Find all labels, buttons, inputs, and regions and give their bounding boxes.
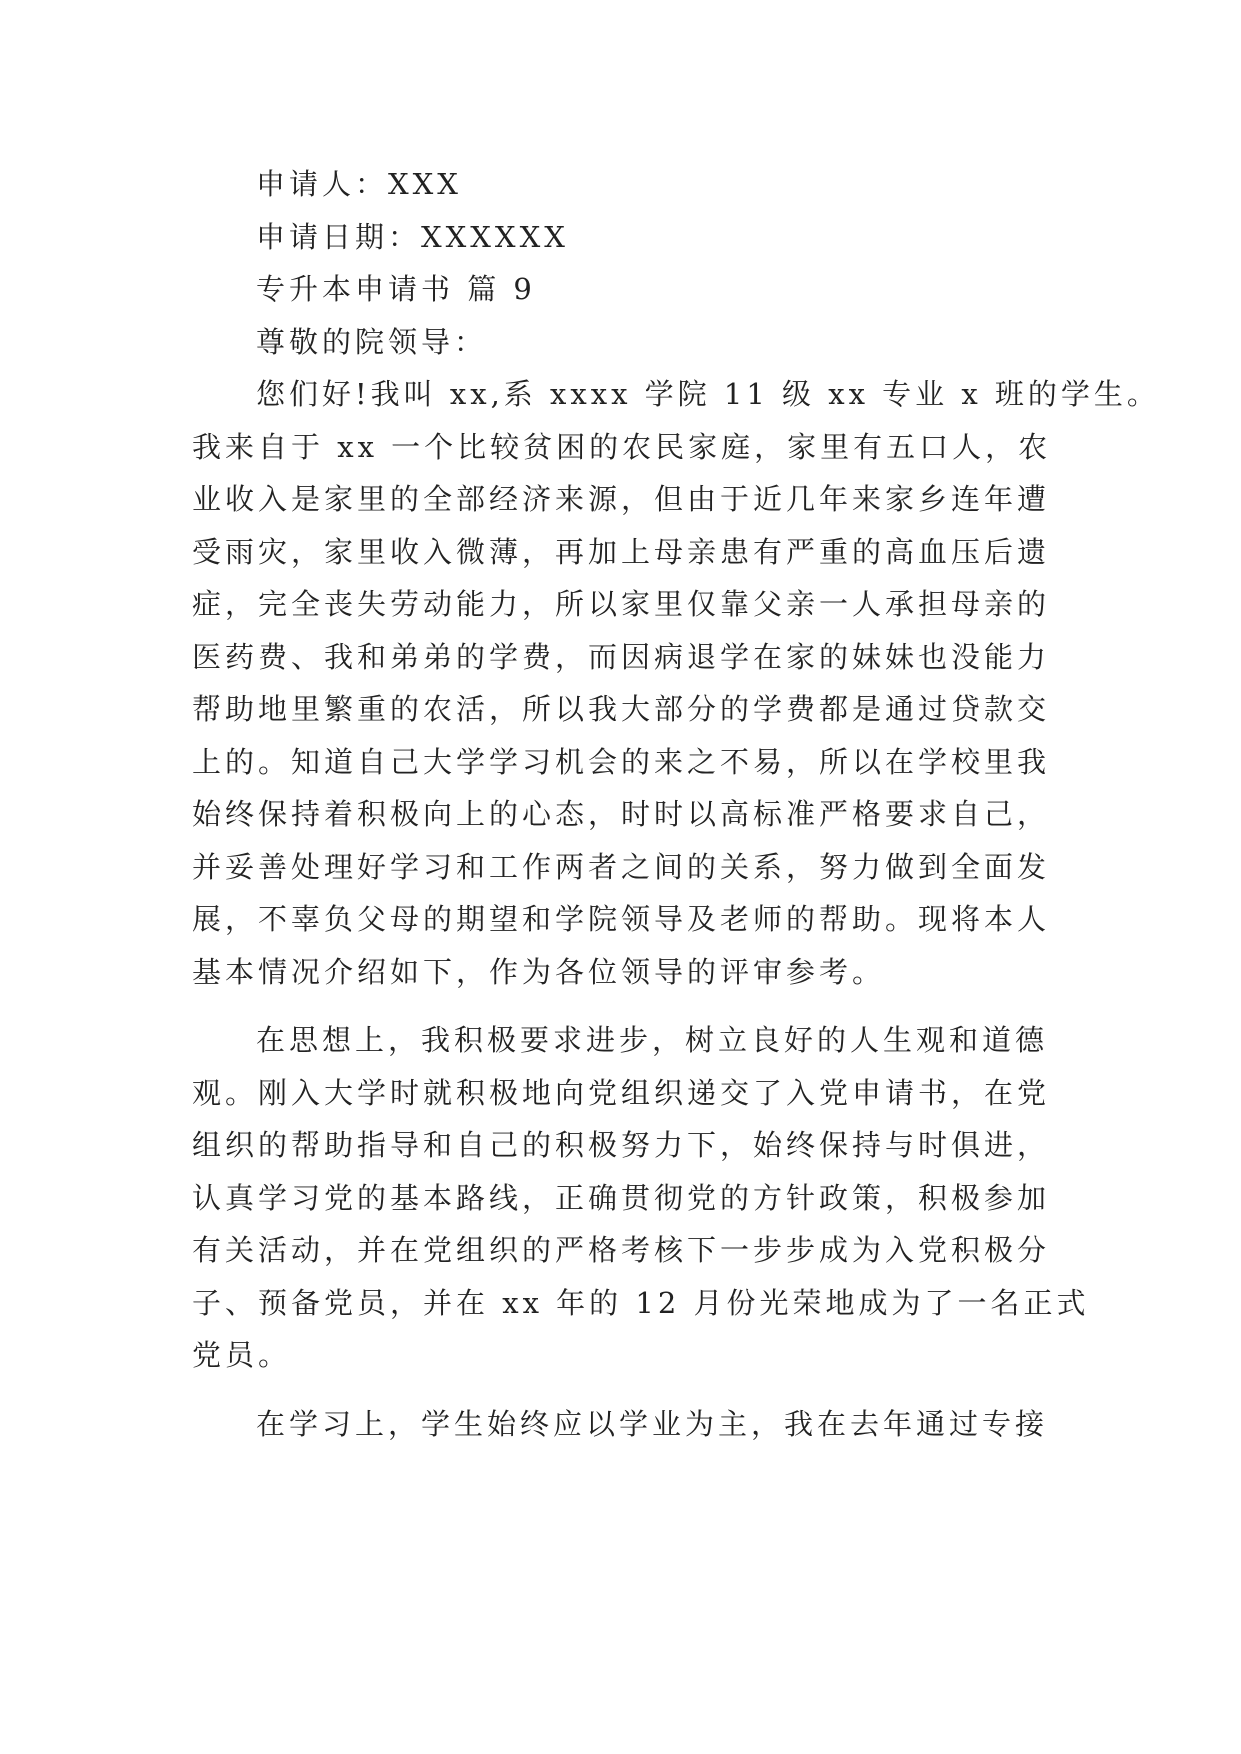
paragraph-line: 展，不辜负父母的期望和学院领导及老师的帮助。现将本人: [192, 902, 1051, 936]
paragraph-line: 并妥善处理好学习和工作两者之间的关系，努力做到全面发: [192, 849, 1051, 884]
applicant-line: 申请人：XXX: [256, 167, 462, 201]
paragraph-line: 在学习上，学生始终应以学业为主，我在去年通过专接: [256, 1406, 1049, 1441]
paragraph-line: 医药费、我和弟弟的学费，而因病退学在家的妹妹也没能力: [192, 639, 1051, 674]
paragraph-gap: [192, 1382, 1062, 1398]
paragraph-line: 认真学习党的基本路线，正确贯彻党的方针政策，积极参加: [192, 1180, 1051, 1215]
paragraph-gap: [192, 998, 1062, 1014]
paragraph-line: 始终保持着积极向上的心态，时时以高标准严格要求自己，: [192, 797, 1051, 831]
paragraph-line: 观。刚入大学时就积极地向党组织递交了入党申请书，在党: [192, 1075, 1051, 1110]
paragraph-line: 基本情况介绍如下，作为各位领导的评审参考。: [192, 954, 886, 989]
paragraph-line: 业收入是家里的全部经济来源，但由于近几年来家乡连年遭: [192, 482, 1051, 516]
paragraph-introduction: [192, 368, 1160, 998]
paragraph-ideology: [192, 1014, 1090, 1382]
paragraph-line: 上的。知道自己大学学习机会的来之不易，所以在学校里我: [192, 744, 1051, 779]
document-body: [192, 158, 1160, 1450]
paragraph-line: 在思想上，我积极要求进步，树立良好的人生观和道德: [256, 1023, 1049, 1057]
paragraph-line: 有关活动，并在党组织的严格考核下一步步成为入党积极分: [192, 1233, 1051, 1267]
paragraph-line: 我来自于 xx 一个比较贫困的农民家庭，家里有五口人，农: [192, 429, 1052, 464]
salutation: 尊敬的院领导：: [256, 324, 488, 359]
application-date-line: 申请日期：XXXXXX: [256, 219, 569, 254]
paragraph-line: 子、预备党员，并在 xx 年的 12 月份光荣地成为了一名正式: [192, 1285, 1090, 1320]
section-title: 专升本申请书 篇 9: [256, 272, 536, 306]
paragraph-line: 帮助地里繁重的农活，所以我大部分的学费都是通过贷款交: [192, 692, 1051, 726]
paragraph-line: 组织的帮助指导和自己的积极努力下，始终保持与时俱进，: [192, 1128, 1051, 1162]
paragraph-study: [192, 1398, 1062, 1451]
paragraph-line: 党员。: [192, 1338, 292, 1372]
paragraph-line: 您们好!我叫 xx,系 xxxx 学院 11 级 xx 专业 x 班的学生。: [256, 377, 1160, 411]
paragraph-line: 受雨灾，家里收入微薄，再加上母亲患有严重的高血压后遗: [192, 534, 1051, 569]
paragraph-line: 症，完全丧失劳动能力，所以家里仅靠父亲一人承担母亲的: [192, 587, 1051, 621]
